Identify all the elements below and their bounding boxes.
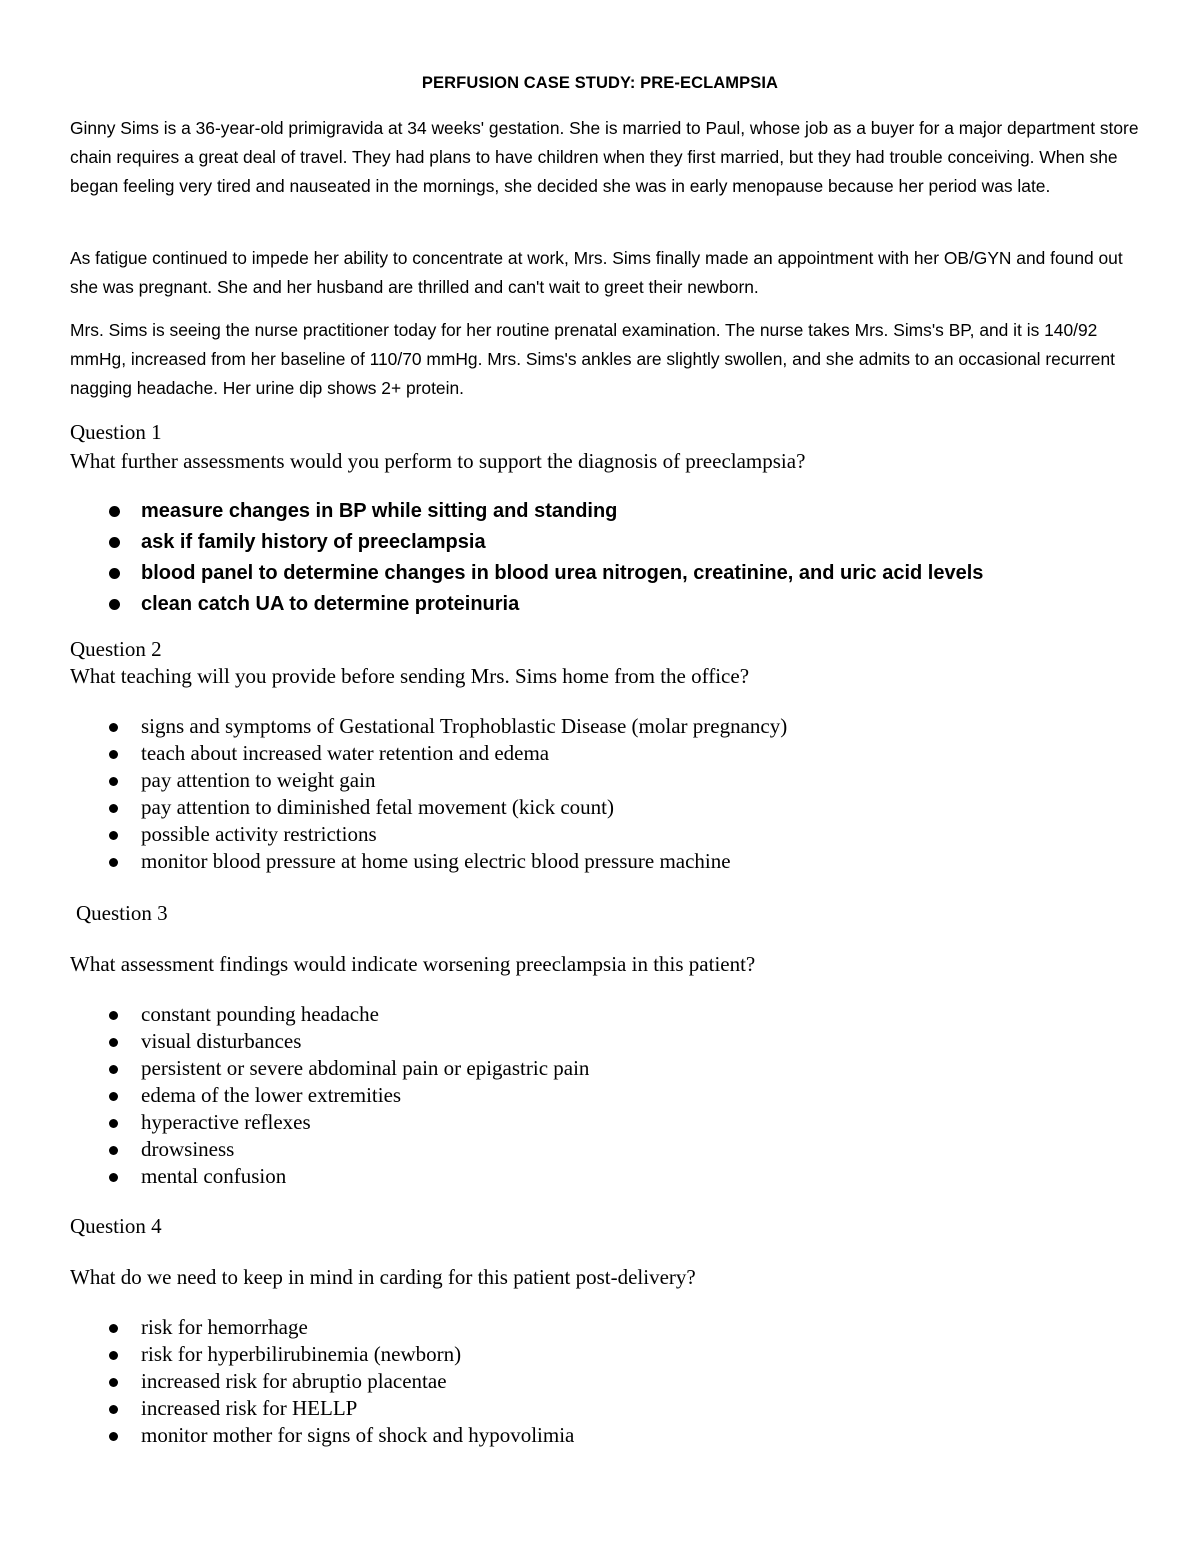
question-4-label: Question 4 — [70, 1214, 162, 1238]
answer-text: pay attention to diminished fetal movement (kick count) — [141, 795, 614, 819]
answer-text: mental confusion — [141, 1164, 287, 1188]
list-item — [0, 848, 787, 875]
bullet-icon — [109, 1065, 118, 1074]
bullet-icon — [109, 1119, 118, 1128]
question-1-text: What further assessments would you perform to support the diagnosis of preeclampsia? — [70, 449, 806, 473]
answer-text: risk for hemorrhage — [141, 1315, 308, 1339]
list-item — [0, 1001, 589, 1028]
bullet-icon — [109, 1092, 118, 1101]
list-item — [0, 1422, 574, 1449]
list-item — [0, 1341, 574, 1368]
answer-text: signs and symptoms of Gestational Trophoblastic Disease (molar pregnancy) — [141, 714, 788, 738]
list-item — [0, 767, 787, 794]
bullet-icon — [109, 804, 118, 813]
list-item — [0, 740, 787, 767]
list-item — [0, 1163, 589, 1190]
question-4-answers — [0, 1314, 574, 1449]
intro-paragraph-2: As fatigue continued to impede her ability to concentrate at work, Mrs. Sims finally made an appointment with her OB/GYN and found out she was pregnant. She and her husband are thrilled and can't wait to greet their newborn. — [70, 248, 1123, 297]
bullet-icon — [109, 1173, 118, 1182]
answer-text: monitor blood pressure at home using electric blood pressure machine — [141, 849, 731, 873]
bullet-icon — [109, 506, 120, 517]
bullet-icon — [109, 1351, 118, 1360]
list-item — [0, 1136, 589, 1163]
answer-text: increased risk for HELLP — [141, 1396, 358, 1420]
answer-text: drowsiness — [141, 1137, 235, 1161]
answer-text: clean catch UA to determine proteinuria — [141, 593, 520, 615]
list-item — [0, 1028, 589, 1055]
intro-paragraph-1: Ginny Sims is a 36-year-old primigravida at 34 weeks' gestation. She is married to Paul, whose job as a buyer for a major department store chain requires a great deal of travel. They had plans to have children when they first married, but they had trouble conceiving. When she began feeling very tired and nauseated in the mornings, she decided she was in early menopause because her period was late. — [70, 118, 1139, 196]
answer-text: increased risk for abruptio placentae — [141, 1369, 447, 1393]
question-4-text: What do we need to keep in mind in carding for this patient post-delivery? — [70, 1265, 696, 1289]
answer-text: ask if family history of preeclampsia — [141, 531, 486, 553]
answer-text: teach about increased water retention and edema — [141, 741, 550, 765]
answer-text: possible activity restrictions — [141, 822, 377, 846]
question-1-answers — [0, 496, 983, 620]
bullet-icon — [109, 858, 118, 867]
bullet-icon — [109, 1038, 118, 1047]
list-item — [0, 558, 983, 589]
answer-text: constant pounding headache — [141, 1002, 379, 1026]
bullet-icon — [109, 1405, 118, 1414]
answer-text: edema of the lower extremities — [141, 1083, 402, 1107]
answer-text: pay attention to weight gain — [141, 768, 376, 792]
bullet-icon — [109, 1011, 118, 1020]
question-2-text: What teaching will you provide before sending Mrs. Sims home from the office? — [70, 664, 750, 688]
list-item — [0, 794, 787, 821]
bullet-icon — [109, 537, 120, 548]
list-item — [0, 1109, 589, 1136]
bullet-icon — [109, 1378, 118, 1387]
question-1-label: Question 1 — [70, 420, 162, 444]
bullet-icon — [109, 1432, 118, 1441]
list-item — [0, 1395, 574, 1422]
list-item — [0, 589, 983, 620]
bullet-icon — [109, 599, 120, 610]
list-item — [0, 1082, 589, 1109]
bullet-icon — [109, 831, 118, 840]
answer-text: risk for hyperbilirubinemia (newborn) — [141, 1342, 462, 1366]
bullet-icon — [109, 750, 118, 759]
answer-text: monitor mother for signs of shock and hypovolimia — [141, 1423, 575, 1447]
bullet-icon — [109, 1146, 118, 1155]
bullet-icon — [109, 777, 118, 786]
bullet-icon — [109, 568, 120, 579]
question-3-text: What assessment findings would indicate worsening preeclampsia in this patient? — [70, 952, 756, 976]
list-item — [0, 496, 983, 527]
answer-text: measure changes in BP while sitting and standing — [141, 500, 618, 522]
bullet-icon — [109, 723, 118, 732]
answer-text: visual disturbances — [141, 1029, 302, 1053]
question-3-label: Question 3 — [76, 901, 168, 925]
list-item — [0, 1314, 574, 1341]
list-item — [0, 1368, 574, 1395]
bullet-icon — [109, 1324, 118, 1333]
list-item — [0, 1055, 589, 1082]
answer-text: blood panel to determine changes in blood urea nitrogen, creatinine, and uric acid levels — [141, 562, 984, 584]
question-3-answers — [0, 1001, 589, 1190]
list-item — [0, 527, 983, 558]
answer-text: hyperactive reflexes — [141, 1110, 311, 1134]
question-2-label: Question 2 — [70, 637, 162, 661]
answer-text: persistent or severe abdominal pain or epigastric pain — [141, 1056, 590, 1080]
document-title: PERFUSION CASE STUDY: PRE-ECLAMPSIA — [421, 74, 779, 92]
question-2-answers — [0, 713, 787, 875]
intro-paragraph-3: Mrs. Sims is seeing the nurse practitioner today for her routine prenatal examination. The nurse takes Mrs. Sims's BP, and it is 140/92 mmHg, increased from her baseline of 110/70 mmHg. Mrs. Sims's ankles are slightly swollen, and she admits to an occasional recurrent nagging headache. Her urine dip shows 2+ protein. — [70, 320, 1115, 398]
list-item — [0, 821, 787, 848]
list-item — [0, 713, 787, 740]
